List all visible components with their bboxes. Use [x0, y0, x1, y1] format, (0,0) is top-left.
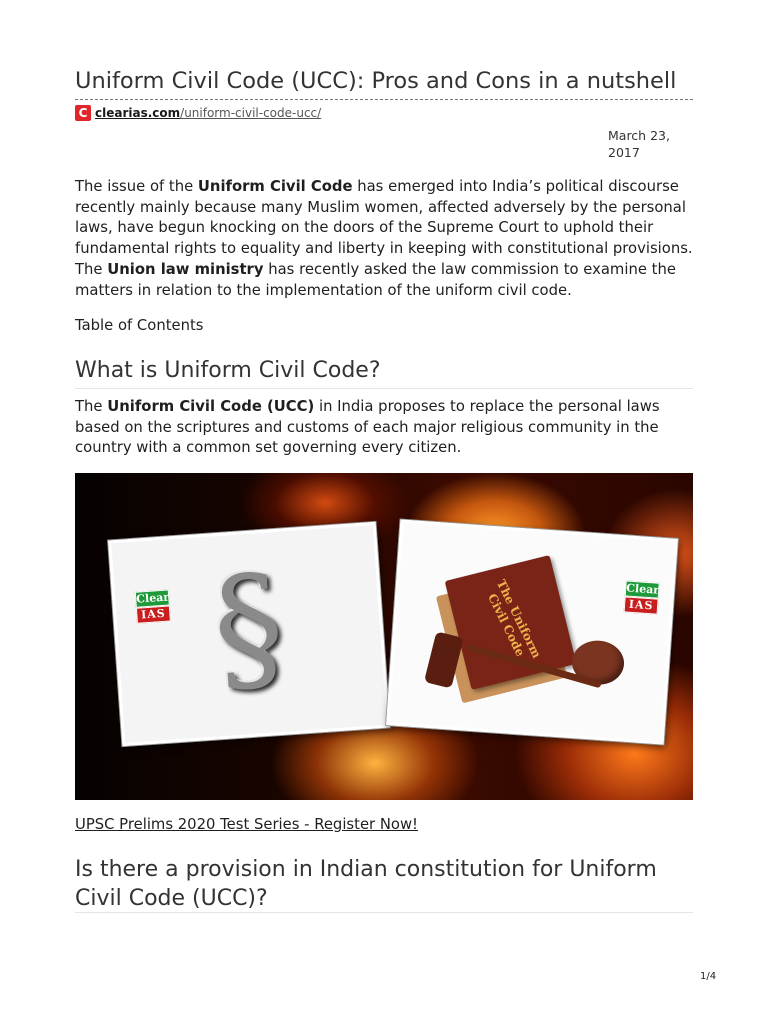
section-heading-what-is-ucc: What is Uniform Civil Code?: [75, 358, 381, 383]
section-divider: [75, 912, 693, 913]
ucc-illustration-image: [75, 473, 693, 800]
intro-paragraph: [75, 177, 695, 301]
source-link[interactable]: [75, 104, 321, 122]
source-domain[interactable]: clearias.com: [95, 106, 181, 120]
intro-text-1: The issue of the: [75, 178, 198, 195]
source-path[interactable]: /uniform-civil-code-ucc/: [180, 106, 322, 120]
clearias-favicon-icon: C: [75, 105, 91, 121]
logo-word-ias: IAS: [136, 605, 171, 623]
def-text-1: The: [75, 398, 108, 415]
ucc-definition-paragraph: [75, 397, 695, 459]
def-bold-ucc: Uniform Civil Code (UCC): [107, 398, 315, 415]
logo-word-ias: IAS: [624, 596, 659, 614]
intro-bold-ministry: Union law ministry: [107, 260, 264, 278]
section-sign-card: [108, 522, 390, 746]
intro-bold-ucc: Uniform Civil Code: [197, 178, 353, 195]
table-of-contents-toggle[interactable]: Table of Contents: [75, 317, 204, 334]
intro-text-3: has recently asked the law commission to examine the matters in relation to the implementation of the uniform civil code.: [75, 260, 676, 299]
clearias-logo: [624, 580, 660, 614]
publish-date-month-day: March 23,: [608, 128, 670, 143]
publish-date-year: 2017: [608, 145, 640, 160]
section-sign-icon: §: [208, 544, 290, 713]
intro-text-2: has emerged into India’s political discourse recently mainly because many Muslim women, affected adversely by the personal laws, have begun knocking on the doors of the Supreme Court to uphold their fundamental rights to equality and liberty in keeping with constitutional provisions. The: [75, 178, 693, 278]
title-divider: [75, 99, 693, 100]
book-cover-title: The Uniform Civil Code: [485, 577, 544, 661]
clearias-logo: [135, 589, 171, 623]
test-series-register-link[interactable]: UPSC Prelims 2020 Test Series - Register Now!: [75, 816, 418, 833]
publish-date: [608, 127, 688, 161]
def-text-2: in India proposes to replace the personal laws based on the scriptures and customs of each major religious community in the country with a common set governing every citizen.: [75, 398, 660, 457]
logo-word-clear: Clear: [135, 589, 170, 607]
section-divider: [75, 388, 693, 389]
article-title: Uniform Civil Code (UCC): Pros and Cons in a nutshell: [75, 68, 677, 94]
section-heading-constitution-provision: Is there a provision in Indian constitution for Uniform Civil Code (UCC)?: [75, 857, 657, 911]
page-number: 1/4: [700, 971, 717, 982]
law-book-card: [386, 520, 678, 745]
logo-word-clear: Clear: [625, 580, 660, 598]
